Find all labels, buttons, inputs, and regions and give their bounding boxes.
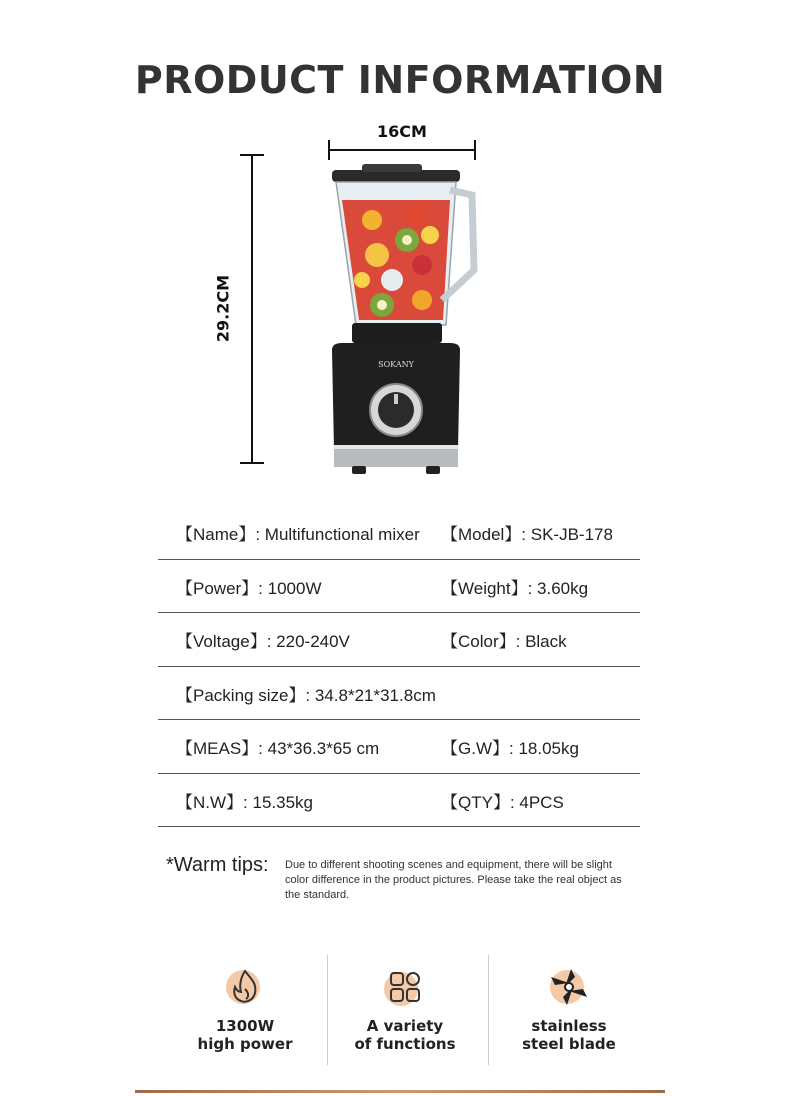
feature-line2: high power [197,1035,293,1053]
spec-row [158,667,640,721]
spec-table [158,506,640,827]
spec-packing-size: 【Packing size】: 34.8*21*31.8cm [176,685,436,705]
spec-meas: 【MEAS】: 43*36.3*65 cm [176,739,380,758]
spec-power: 【Power】: 1000W [176,578,322,598]
page-title: PRODUCT INFORMATION [134,58,666,102]
feature-list [165,955,655,1065]
feature-functions [325,955,485,1065]
spec-row [158,560,640,614]
width-label: 16CM [377,122,427,141]
spec-net-weight: 【N.W】: 15.35kg [176,792,313,812]
spec-voltage: 【Voltage】: 220-240V [176,632,350,651]
spec-color: 【Color】: Black [441,632,567,651]
blade-icon [545,963,593,1011]
feature-blade [489,955,649,1065]
spec-name: 【Name】: Multifunctional mixer [176,525,420,544]
warm-tips-heading: *Warm tips: [166,854,269,876]
feature-line1: 1300W [215,1017,275,1035]
svg-text:SOKANY: SOKANY [378,360,414,369]
spec-row [158,720,640,774]
warm-tips-text: Due to different shooting scenes and equipment, there will be slight color difference in the product pictures. Please take the real object as the standard. [285,859,622,901]
feature-high-power [165,955,325,1065]
spec-row [158,506,640,560]
feature-line2: steel blade [522,1035,616,1053]
height-label: 29.2CM [213,274,233,343]
feature-line1: stainless [531,1017,607,1035]
spec-row [158,613,640,667]
spec-weight: 【Weight】: 3.60kg [441,578,589,598]
feature-line2: of functions [354,1035,456,1053]
spec-model: 【Model】: SK-JB-178 [441,525,613,544]
width-dimension [328,122,476,162]
height-dimension [215,154,265,464]
grid-functions-icon [381,963,429,1011]
blender-image [322,160,482,480]
spec-gross-weight: 【G.W】: 18.05kg [441,739,579,758]
spec-row [158,774,640,828]
feature-line1: A variety [366,1017,444,1035]
bottom-divider [135,1090,665,1093]
flame-icon [221,963,269,1011]
spec-qty: 【QTY】: 4PCS [441,792,564,812]
